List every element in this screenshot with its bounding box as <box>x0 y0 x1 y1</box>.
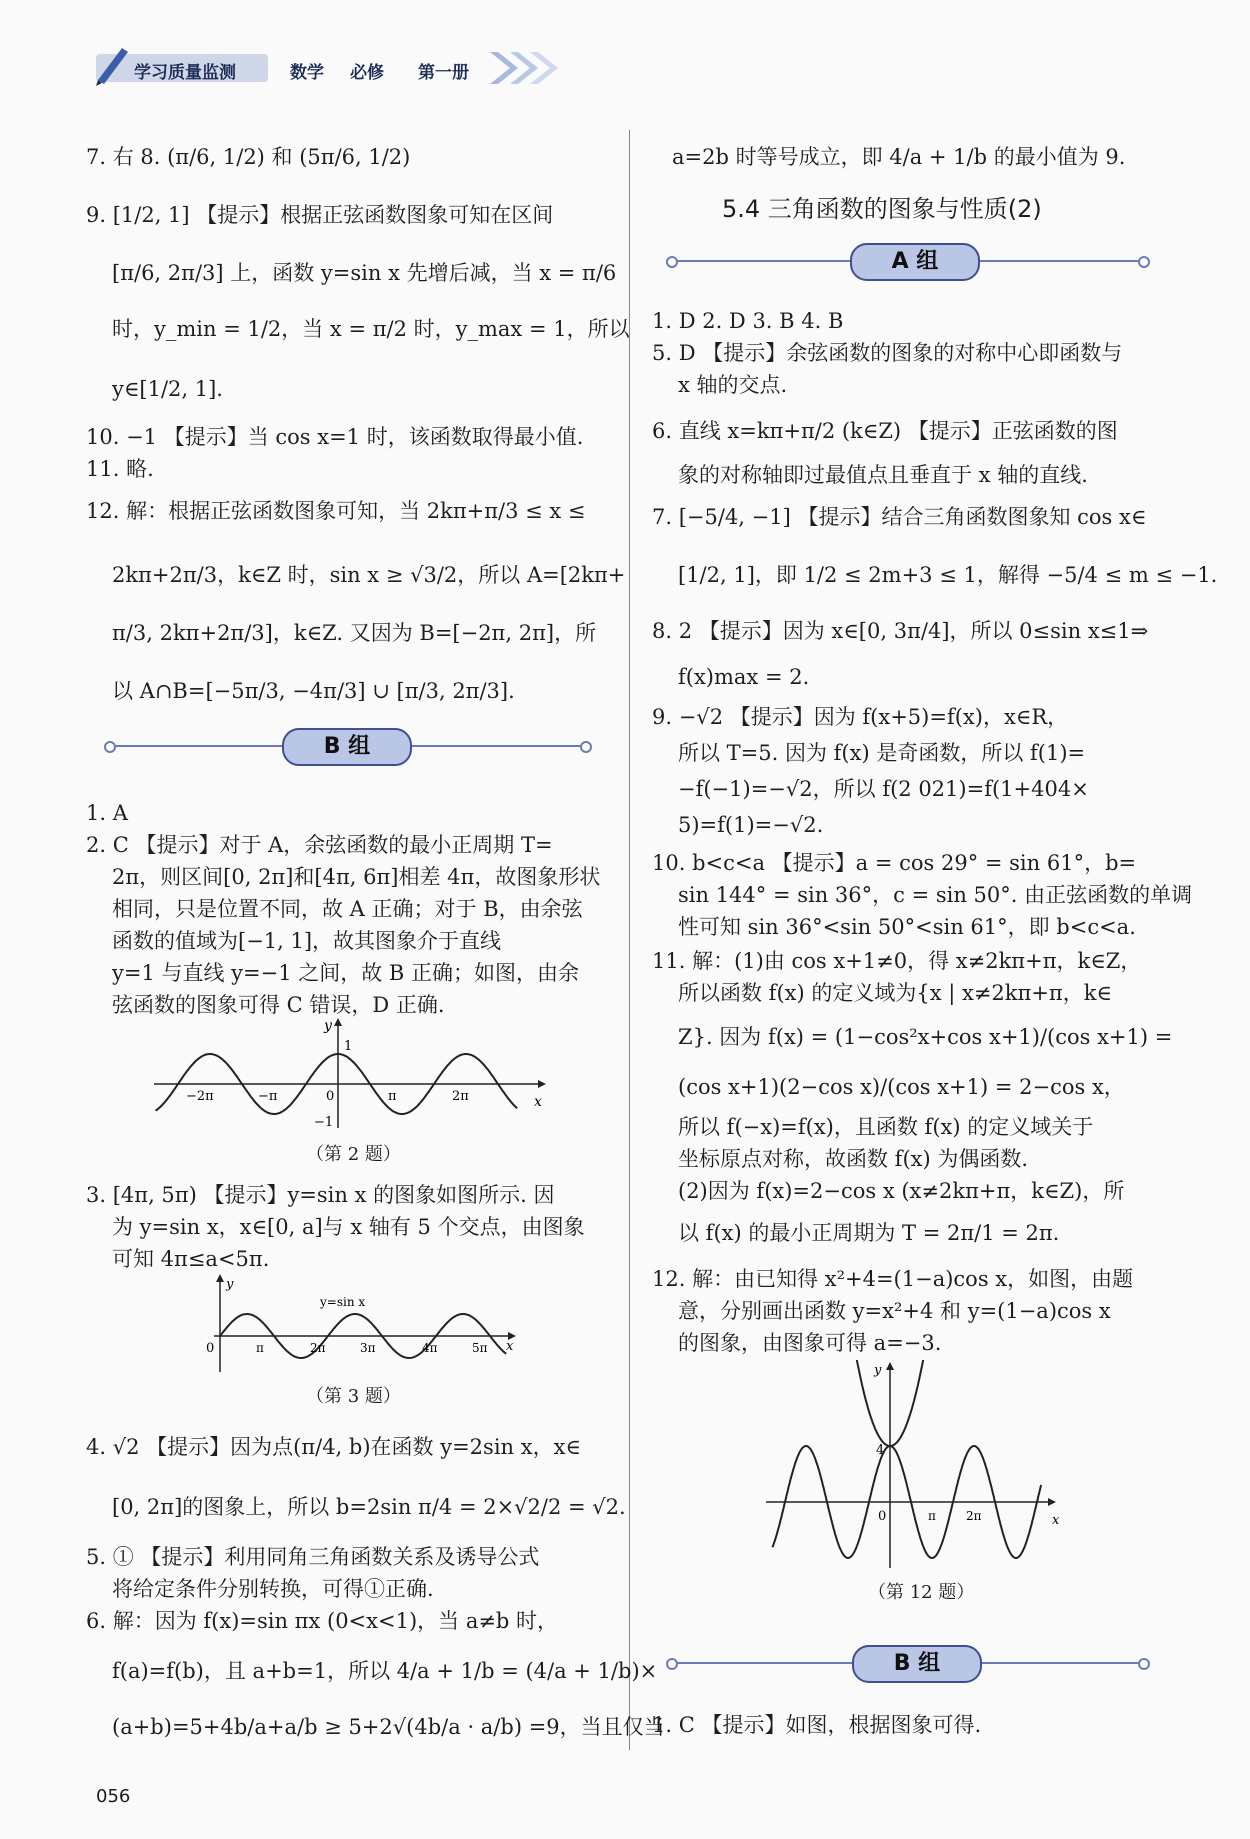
answer-a6: 6. 直线 x=kπ+π/2 (k∈Z) 【提示】正弦函数的图 <box>652 419 1118 443</box>
fig3-curve-label: y=sin x <box>320 1295 366 1309</box>
fig3-tick-pi: π <box>256 1341 264 1355</box>
answer-b1: 1. A <box>86 801 128 825</box>
answer-9-line4: y∈[1/2, 1]. <box>112 377 223 401</box>
figure-3-sine-graph <box>200 1272 520 1376</box>
answer-a11: 11. 解：(1)由 cos x+1≠0，得 x≠2kπ+π，k∈Z， <box>652 949 1142 973</box>
answer-a9-line3: −f(−1)=−√2，所以 f(2 021)=f(1+404× <box>678 777 1089 801</box>
answer-12-line3: π/3, 2kπ+2π/3]，k∈Z. 又因为 B=[−2π, 2π]，所 <box>112 621 597 645</box>
page-number: 056 <box>96 1786 131 1807</box>
divider-dot <box>580 741 592 753</box>
fig2-y-label: y <box>324 1018 332 1034</box>
answer-a6-line2: 象的对称轴即过最值点且垂直于 x 轴的直线. <box>678 463 1088 487</box>
fig2-tick-1: 1 <box>344 1039 353 1054</box>
answer-a12-line2: 意，分别画出函数 y=x²+4 和 y=(1−a)cos x <box>678 1299 1111 1323</box>
answer-a10-line2: sin 144° = sin 36°，c = sin 50°. 由正弦函数的单调 <box>678 883 1193 907</box>
answer-b2-line4: 函数的值域为[−1, 1]，故其图象介于直线 <box>112 929 502 953</box>
fig2-tick-2pi: 2π <box>452 1089 469 1104</box>
answer-b5-line2: 将给定条件分别转换，可得①正确. <box>112 1577 434 1601</box>
answer-6-cont: a=2b 时等号成立，即 4/a + 1/b 的最小值为 9. <box>672 145 1126 169</box>
divider-dot <box>666 256 678 268</box>
answer-12-line4: 以 A∩B=[−5π/3, −4π/3] ∪ [π/3, 2π/3]. <box>112 679 515 703</box>
answer-b6: 6. 解：因为 f(x)=sin πx (0<x<1)，当 a≠b 时， <box>86 1609 559 1633</box>
fig2-tick-minus1: −1 <box>314 1115 334 1130</box>
divider-dot <box>104 741 116 753</box>
fig3-y-label: y <box>226 1277 234 1292</box>
answer-12: 12. 解：根据正弦函数图象可知，当 2kπ+π/3 ≤ x ≤ <box>86 499 586 523</box>
pen-icon <box>92 42 132 86</box>
answer-a11-line6: 坐标原点对称，故函数 f(x) 为偶函数. <box>678 1147 1029 1171</box>
group-a-heading: A 组 <box>850 243 980 281</box>
answer-10: 10. −1 【提示】当 cos x=1 时，该函数取得最小值. <box>86 425 584 449</box>
group-b-heading: B 组 <box>282 728 412 766</box>
answer-a8: 8. 2 【提示】因为 x∈[0, 3π/4]，所以 0≤sin x≤1⇒ <box>652 619 1149 643</box>
answer-a9-line2: 所以 T=5. 因为 f(x) 是奇函数，所以 f(1)= <box>678 741 1086 765</box>
answer-a11-line2: 所以函数 f(x) 的定义域为{x | x≠2kπ+π，k∈ <box>678 981 1112 1005</box>
answer-11: 11. 略. <box>86 457 154 481</box>
answer-b5: 5. ① 【提示】利用同角三角函数关系及诱导公式 <box>86 1545 540 1569</box>
answer-b3: 3. [4π, 5π) 【提示】y=sin x 的图象如图所示. 因 <box>86 1183 555 1207</box>
header-subject: 数学 <box>290 63 324 83</box>
divider-dot <box>1138 1658 1150 1670</box>
figure-12-caption: （第 12 题） <box>868 1582 975 1603</box>
fig12-x-label: x <box>1052 1513 1060 1528</box>
answer-a5: 5. D 【提示】余弦函数的图象的对称中心即函数与 <box>652 341 1123 365</box>
answer-b6-line2: f(a)=f(b)，且 a+b=1，所以 4/a + 1/b = (4/a + 1/b)× <box>112 1659 658 1683</box>
answer-a11-line8: 以 f(x) 的最小正周期为 T = 2π/1 = 2π. <box>678 1221 1060 1245</box>
answer-b3-line3: 可知 4π≤a<5π. <box>112 1247 270 1271</box>
fig3-x-label: x <box>506 1339 514 1354</box>
fig2-x-label: x <box>534 1094 542 1110</box>
figure-3-caption: （第 3 题） <box>306 1386 401 1407</box>
answer-7-8: 7. 右 8. (π/6, 1/2) 和 (5π/6, 1/2) <box>86 145 411 169</box>
answer-9: 9. [1/2, 1] 【提示】根据正弦函数图象可知在区间 <box>86 203 554 227</box>
answer-a11-line4: (cos x+1)(2−cos x)/(cos x+1) = 2−cos x， <box>678 1075 1125 1099</box>
fig12-origin: 0 <box>878 1509 887 1524</box>
answer-a11-line3: Z}. 因为 f(x) = (1−cos²x+cos x+1)/(cos x+1) = <box>678 1025 1173 1049</box>
answer-b2-line2: 2π，则区间[0, 2π]和[4π, 6π]相差 4π，故图象形状 <box>112 865 601 889</box>
fig2-tick-pi: π <box>388 1089 397 1104</box>
fig12-tick-4: 4 <box>876 1443 885 1458</box>
answer-a9-line4: 5)=f(1)=−√2. <box>678 813 824 837</box>
answer-bb1: 1. C 【提示】如图，根据图象可得. <box>652 1713 982 1737</box>
group-b-right-heading: B 组 <box>852 1645 982 1683</box>
header-volume: 第一册 <box>418 63 469 83</box>
answer-a12-line3: 的图象，由图象可得 a=−3. <box>678 1331 942 1355</box>
fig3-tick-5pi: 5π <box>472 1341 488 1355</box>
answer-a7-line2: [1/2, 1]，即 1/2 ≤ 2m+3 ≤ 1，解得 −5/4 ≤ m ≤ −1. <box>678 563 1218 587</box>
answer-b2-line3: 相同，只是位置不同，故 A 正确；对于 B，由余弦 <box>112 897 583 921</box>
answer-b6-line3: (a+b)=5+4b/a+a/b ≥ 5+2√(4b/a · a/b) =9，当且仅当 <box>112 1715 665 1739</box>
answer-a10-line3: 性可知 sin 36°<sin 50°<sin 61°，即 b<c<a. <box>678 915 1136 939</box>
divider-dot <box>1138 256 1150 268</box>
header-series: 学习质量监测 <box>134 63 236 83</box>
answer-a5-line2: x 轴的交点. <box>678 373 788 397</box>
section-title: 5.4 三角函数的图象与性质(2) <box>722 195 1042 223</box>
fig2-origin: 0 <box>326 1089 335 1104</box>
answer-a12: 12. 解：由已知得 x²+4=(1−a)cos x，如图，由题 <box>652 1267 1134 1291</box>
answer-b3-line2: 为 y=sin x，x∈[0, a]与 x 轴有 5 个交点，由图象 <box>112 1215 585 1239</box>
answer-a1-4: 1. D 2. D 3. B 4. B <box>652 309 844 333</box>
answer-b2: 2. C 【提示】对于 A，余弦函数的最小正周期 T= <box>86 833 553 857</box>
chevron-arrows-icon <box>480 48 570 88</box>
fig3-origin: 0 <box>206 1341 215 1356</box>
answer-a8-line2: f(x)max = 2. <box>678 665 810 689</box>
column-divider <box>629 130 630 1750</box>
answer-a10: 10. b<c<a 【提示】a = cos 29° = sin 61°，b= <box>652 851 1137 875</box>
fig2-tick-neg2pi: −2π <box>186 1089 214 1104</box>
figure-2-caption: （第 2 题） <box>306 1144 401 1165</box>
answer-a7: 7. [−5/4, −1] 【提示】结合三角函数图象知 cos x∈ <box>652 505 1147 529</box>
answer-a11-line7: (2)因为 f(x)=2−cos x (x≠2kπ+π，k∈Z)，所 <box>678 1179 1125 1203</box>
answer-a11-line5: 所以 f(−x)=f(x)，且函数 f(x) 的定义域关于 <box>678 1115 1094 1139</box>
answer-9-line3: 时，y_min = 1/2，当 x = π/2 时，y_max = 1，所以 <box>112 317 630 341</box>
answer-b4: 4. √2 【提示】因为点(π/4, b)在函数 y=2sin x，x∈ <box>86 1435 581 1459</box>
fig12-tick-pi: π <box>928 1509 936 1523</box>
answer-b2-line6: 弦函数的图象可得 C 错误，D 正确. <box>112 993 445 1017</box>
fig12-tick-2pi: 2π <box>966 1509 982 1523</box>
fig3-tick-2pi: 2π <box>310 1341 326 1355</box>
answer-12-line2: 2kπ+2π/3，k∈Z 时，sin x ≥ √3/2，所以 A=[2kπ+ <box>112 563 626 587</box>
fig2-tick-negpi: −π <box>258 1089 278 1104</box>
answer-b4-line2: [0, 2π]的图象上，所以 b=2sin π/4 = 2×√2/2 = √2. <box>112 1495 626 1519</box>
header-level: 必修 <box>350 63 384 83</box>
figure-2-cosine-graph <box>148 1016 548 1132</box>
answer-b2-line5: y=1 与直线 y=−1 之间，故 B 正确；如图，由余 <box>112 961 580 985</box>
fig3-tick-4pi: 4π <box>422 1341 438 1355</box>
fig12-y-label: y <box>874 1363 882 1378</box>
answer-a9: 9. −√2 【提示】因为 f(x+5)=f(x)，x∈R， <box>652 705 1069 729</box>
divider-dot <box>666 1658 678 1670</box>
fig3-tick-3pi: 3π <box>360 1341 376 1355</box>
answer-9-line2: [π/6, 2π/3] 上，函数 y=sin x 先增后减，当 x = π/6 <box>112 261 617 285</box>
figure-12-graph <box>760 1360 1060 1570</box>
